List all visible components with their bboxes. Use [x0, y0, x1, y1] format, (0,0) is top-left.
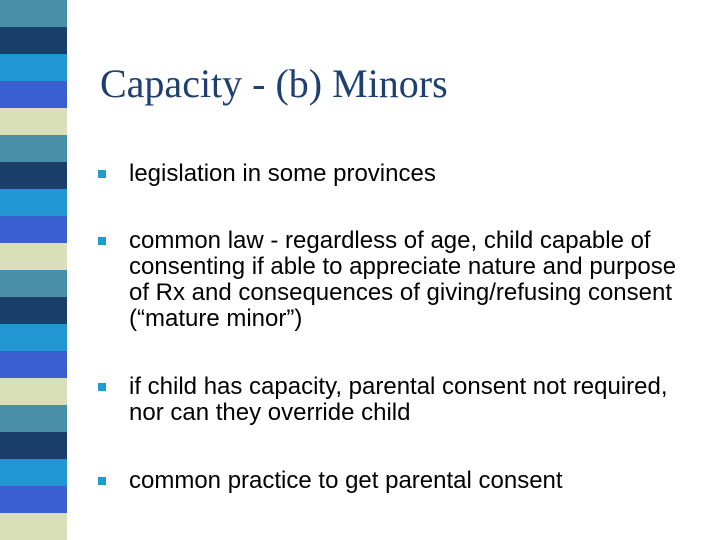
bullet-text: common practice to get parental consent — [129, 467, 563, 494]
bullet-text: if child has capacity, parental consent not required, nor can they override child — [129, 373, 668, 426]
bullet-item — [98, 161, 698, 187]
slide-title: Capacity - (b) Minors — [100, 61, 448, 106]
bullet-item — [98, 374, 698, 426]
bullet-text: common law - regardless of age, child capable of consenting if able to appreciate nature and purpose of Rx and consequences of giving/refusing consent (“mature minor”) — [129, 227, 677, 332]
square-bullet-icon — [98, 383, 106, 391]
bullet-item — [98, 228, 698, 332]
square-bullet-icon — [98, 170, 106, 178]
bullet-text: legislation in some provinces — [129, 160, 436, 187]
square-bullet-icon — [98, 477, 106, 485]
square-bullet-icon — [98, 237, 106, 245]
bullet-item — [98, 468, 698, 494]
